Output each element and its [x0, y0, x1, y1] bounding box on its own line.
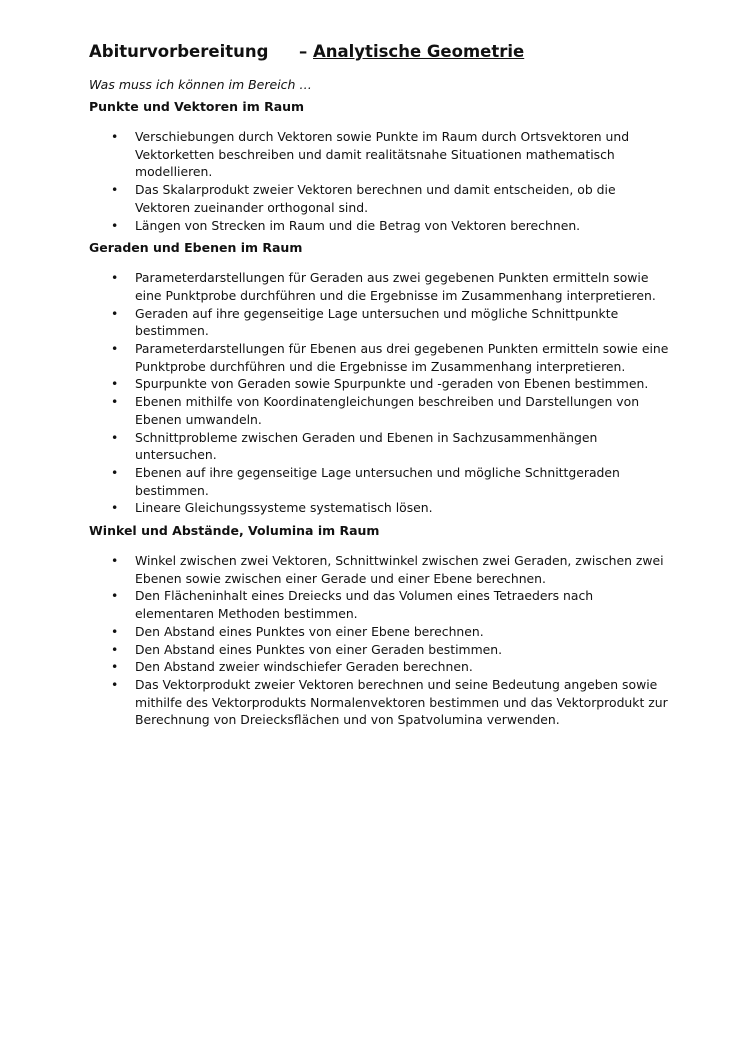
bullet-icon: •	[111, 588, 119, 604]
list-item	[89, 623, 669, 641]
title-right-group	[299, 42, 524, 61]
bullet-icon: •	[111, 217, 119, 233]
list-item	[89, 217, 669, 235]
list-item	[89, 305, 669, 340]
bullet-icon: •	[111, 676, 119, 692]
bullet-icon: •	[111, 341, 119, 357]
list-item	[89, 641, 669, 659]
list-item-text: Winkel zwischen zwei Vektoren, Schnittwinkel zwischen zwei Geraden, zwischen zwei Ebenen sowie zwischen einer Gerade und einer Ebene berechnen.	[135, 553, 664, 586]
document-page	[89, 42, 669, 729]
title-left: Abiturvorbereitung	[89, 42, 269, 61]
bullet-icon: •	[111, 464, 119, 480]
list-item	[89, 587, 669, 622]
bullet-icon: •	[111, 270, 119, 286]
section-heading: Geraden und Ebenen im Raum	[89, 240, 303, 256]
list-item-text: Verschiebungen durch Vektoren sowie Punkte im Raum durch Ortsvektoren und Vektorketten beschreiben und damit realitätsnahe Situationen mathematisch modellieren.	[135, 129, 630, 180]
list-item	[89, 499, 669, 517]
list-item-text: Den Flächeninhalt eines Dreiecks und das Volumen eines Tetraeders nach elementaren Methoden bestimmen.	[135, 588, 594, 622]
section-list	[89, 552, 669, 729]
list-item	[89, 128, 669, 181]
section-list	[89, 128, 669, 234]
list-item-text: Ebenen mithilfe von Koordinatengleichungen beschreiben und Darstellungen von Ebenen umwandeln.	[135, 394, 640, 427]
bullet-icon: •	[111, 376, 119, 392]
list-item-text: Geraden auf ihre gegenseitige Lage untersuchen und mögliche Schnittpunkte bestimmen.	[135, 305, 619, 339]
section-heading: Punkte und Vektoren im Raum	[89, 99, 305, 114]
section-list	[89, 269, 669, 517]
list-item	[89, 269, 669, 304]
bullet-icon: •	[111, 394, 119, 410]
bullet-icon: •	[111, 305, 119, 321]
bullet-icon: •	[111, 429, 119, 445]
list-item-text: Das Skalarprodukt zweier Vektoren berechnen und damit entscheiden, ob die Vektoren zueinander orthogonal sind.	[135, 182, 616, 215]
list-item-text: Den Abstand eines Punktes von einer Ebene berechnen.	[135, 623, 484, 639]
list-item-text: Schnittprobleme zwischen Geraden und Ebenen in Sachzusammenhängen untersuchen.	[135, 429, 598, 463]
section-heading: Winkel und Abstände, Volumina im Raum	[89, 523, 380, 539]
subtitle: Was muss ich können im Bereich …	[89, 77, 312, 92]
list-item-text: Den Abstand eines Punktes von einer Geraden bestimmen.	[135, 641, 503, 657]
bullet-icon: •	[111, 623, 119, 639]
document-title	[89, 42, 669, 68]
bullet-icon: •	[111, 129, 119, 144]
bullet-icon: •	[111, 182, 119, 198]
list-item-text: Das Vektorprodukt zweier Vektoren berechnen und seine Bedeutung angeben sowie mithilfe des Vektorprodukts Normalenvektoren bestimmen und das Vektorprodukt zur Berechnung von Dreiecksflächen und von Spatvolumina verwenden.	[135, 676, 668, 728]
list-item-text: Lineare Gleichungssysteme systematisch lösen.	[135, 500, 433, 516]
title-dash: –	[299, 42, 313, 61]
bullet-icon: •	[111, 659, 119, 675]
list-item	[89, 375, 669, 393]
list-item-text: Parameterdarstellungen für Ebenen aus drei gegebenen Punkten ermitteln sowie eine Punktprobe durchführen und die Ergebnisse im Zusammenhang interpretieren.	[135, 341, 669, 374]
list-item	[89, 393, 669, 428]
list-item	[89, 429, 669, 464]
list-item	[89, 552, 669, 587]
bullet-icon: •	[111, 500, 119, 516]
list-item-text: Spurpunkte von Geraden sowie Spurpunkte und -geraden von Ebenen bestimmen.	[135, 376, 649, 392]
bullet-icon: •	[111, 641, 119, 657]
list-item	[89, 340, 669, 375]
list-item	[89, 658, 669, 676]
list-item	[89, 676, 669, 729]
list-item	[89, 464, 669, 499]
list-item-text: Ebenen auf ihre gegenseitige Lage untersuchen und mögliche Schnittgeraden bestimmen.	[135, 464, 620, 498]
bullet-icon: •	[111, 553, 119, 569]
list-item	[89, 181, 669, 216]
list-item-text: Längen von Strecken im Raum und die Betrag von Vektoren berechnen.	[135, 217, 581, 233]
title-topic: Analytische Geometrie	[313, 42, 525, 61]
list-item-text: Den Abstand zweier windschiefer Geraden berechnen.	[135, 659, 473, 675]
list-item-text: Parameterdarstellungen für Geraden aus zwei gegebenen Punkten ermitteln sowie eine Punktprobe durchführen und die Ergebnisse im Zusammenhang interpretieren.	[135, 270, 656, 303]
